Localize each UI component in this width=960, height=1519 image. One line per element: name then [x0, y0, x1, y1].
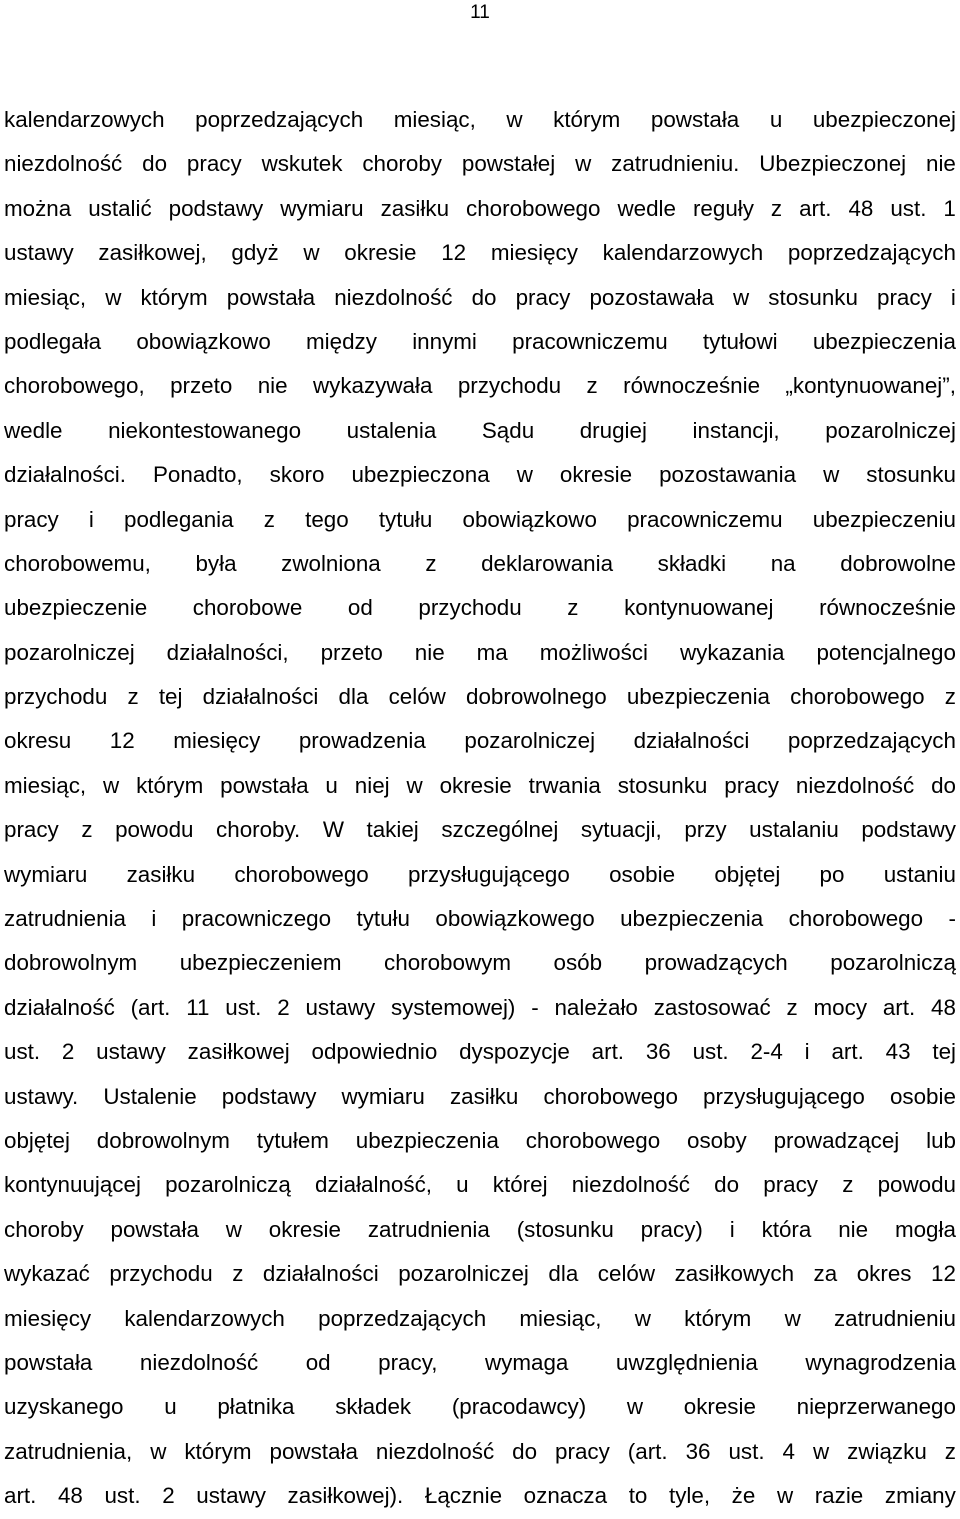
text-line: wymiaru zasiłku chorobowego przysługującego osobie objętej po ustaniu [4, 861, 956, 887]
text-line: chorobowemu, była zwolniona z deklarowania składki na dobrowolne [4, 550, 956, 576]
text-line: podlegała obowiązkowo między innymi pracowniczemu tytułowi ubezpieczenia [4, 328, 956, 354]
text-line: choroby powstała w okresie zatrudnienia (stosunku pracy) i która nie mogła [4, 1216, 956, 1242]
text-line: kalendarzowych poprzedzających miesiąc, w którym powstała u ubezpieczonej [4, 107, 956, 132]
text-line: objętej dobrowolnym tytułem ubezpieczenia chorobowego osoby prowadzącej lub [4, 1127, 956, 1153]
text-line: miesiąc, w którym powstała niezdolność do pracy pozostawała w stosunku pracy i [4, 284, 956, 310]
text-line: okresu 12 miesięcy prowadzenia pozarolniczej działalności poprzedzających [4, 728, 956, 754]
text-line: ust. 2 ustawy zasiłkowej odpowiednio dyspozycje art. 36 ust. 2-4 i art. 43 tej [4, 1039, 956, 1065]
text-line: zatrudnienia, w którym powstała niezdolność do pracy (art. 36 ust. 4 w związku z [4, 1438, 956, 1464]
text-line: dobrowolnym ubezpieczeniem chorobowym osób prowadzących pozarolniczą [4, 950, 956, 976]
page-number: 11 [470, 2, 490, 23]
text-line: art. 48 ust. 2 ustawy zasiłkowej). Łącznie oznacza to tyle, że w razie zmiany [4, 1483, 956, 1509]
text-line: wykazać przychodu z działalności pozarolniczej dla celów zasiłkowych za okres 12 [4, 1261, 956, 1287]
text-line: pracy i podlegania z tego tytułu obowiązkowo pracowniczemu ubezpieczeniu [4, 506, 956, 532]
text-line: przychodu z tej działalności dla celów dobrowolnego ubezpieczenia chorobowego z [4, 684, 956, 710]
text-line: wedle niekontestowanego ustalenia Sądu drugiej instancji, pozarolniczej [4, 417, 956, 443]
text-line: można ustalić podstawy wymiaru zasiłku chorobowego wedle reguły z art. 48 ust. 1 [4, 195, 956, 221]
text-line: uzyskanego u płatnika składek (pracodawcy) w okresie nieprzerwanego [4, 1394, 956, 1420]
text-line: ustawy. Ustalenie podstawy wymiaru zasiłku chorobowego przysługującego osobie [4, 1083, 956, 1109]
text-line: powstała niezdolność od pracy, wymaga uwzględnienia wynagrodzenia [4, 1349, 956, 1375]
text-line: działalności. Ponadto, skoro ubezpieczona w okresie pozostawania w stosunku [4, 462, 956, 488]
text-line: ubezpieczenie chorobowe od przychodu z kontynuowanej równocześnie [4, 595, 956, 621]
text-line: kontynuującej pozarolniczą działalność, u której niezdolność do pracy z powodu [4, 1172, 956, 1198]
text-line: chorobowego, przeto nie wykazywała przychodu z równocześnie „kontynuowanej”, [4, 373, 956, 399]
text-line: pozarolniczej działalności, przeto nie ma możliwości wykazania potencjalnego [4, 639, 956, 665]
text-line: miesięcy kalendarzowych poprzedzających miesiąc, w którym w zatrudnieniu [4, 1305, 956, 1331]
document-body [4, 98, 956, 1519]
text-line: ustawy zasiłkowej, gdyż w okresie 12 miesięcy kalendarzowych poprzedzających [4, 240, 956, 266]
text-line: zatrudnienia i pracowniczego tytułu obowiązkowego ubezpieczenia chorobowego - [4, 906, 956, 932]
text-line: niezdolność do pracy wskutek choroby powstałej w zatrudnieniu. Ubezpieczonej nie [4, 151, 956, 177]
text-line: pracy z powodu choroby. W takiej szczególnej sytuacji, przy ustalaniu podstawy [4, 817, 956, 843]
text-line: działalność (art. 11 ust. 2 ustawy systemowej) - należało zastosować z mocy art. 48 [4, 994, 956, 1020]
text-line: miesiąc, w którym powstała u niej w okresie trwania stosunku pracy niezdolność do [4, 772, 956, 798]
